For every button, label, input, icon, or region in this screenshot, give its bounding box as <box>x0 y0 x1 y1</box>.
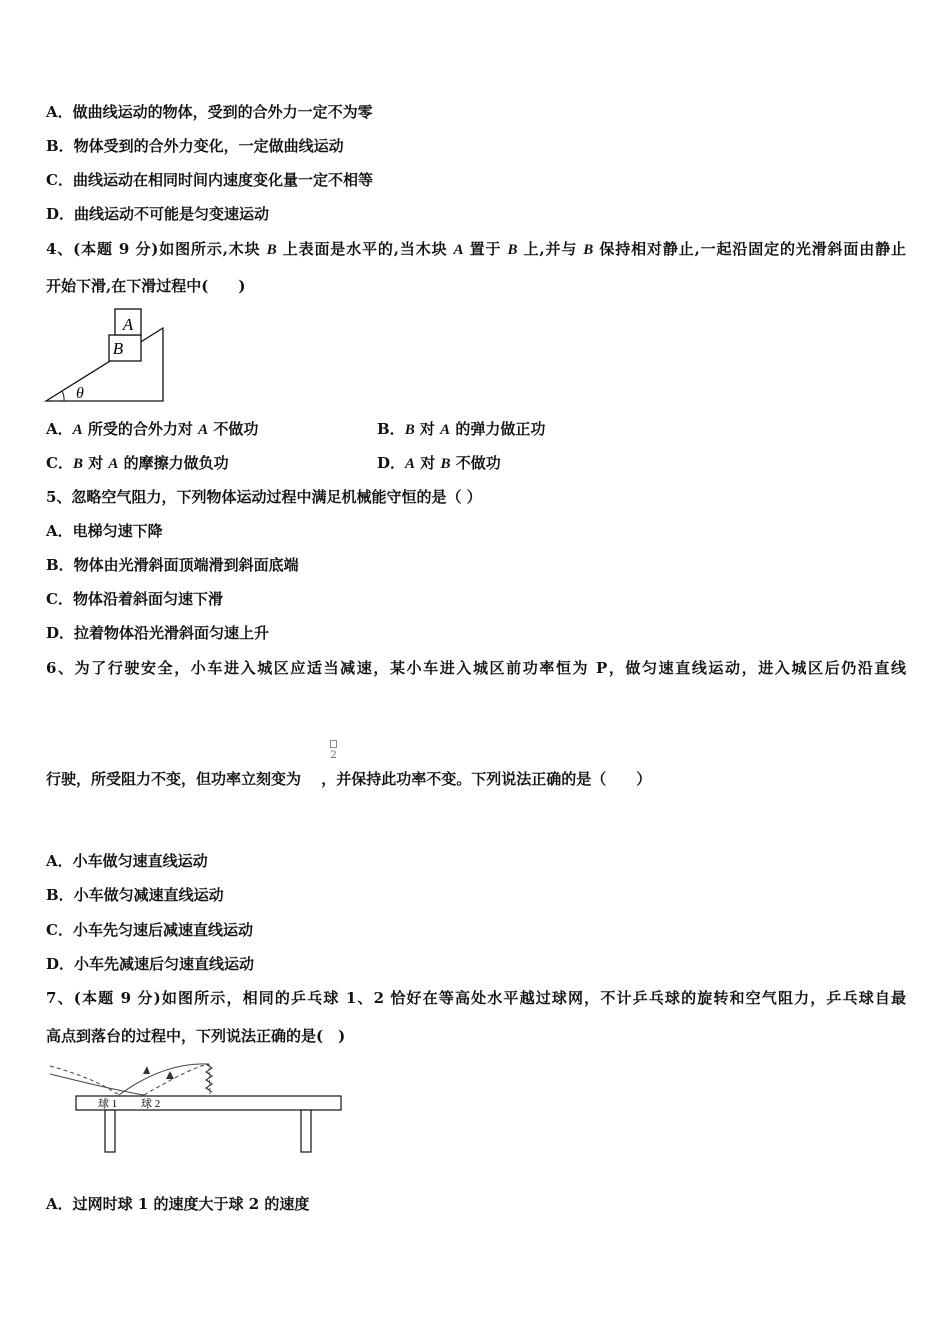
q7-stem-line2: 高点到落台的过程中，下列说法正确的是( ) <box>46 1027 346 1045</box>
q3-option-a: A．做曲线运动的物体，受到的合外力一定不为零 <box>46 103 373 121</box>
angle-arc <box>62 391 64 401</box>
fraction-denominator: 2 <box>330 750 337 761</box>
q5-option-b: B．物体由光滑斜面顶端滑到斜面底端 <box>46 556 299 574</box>
missing-glyph-box <box>330 740 337 748</box>
q7-table-tennis-figure <box>44 1058 346 1154</box>
q5-option-c: C．物体沿着斜面匀速下滑 <box>46 590 223 608</box>
q5-option-a: A．电梯匀速下降 <box>46 522 163 540</box>
q4-incline-figure <box>44 306 168 404</box>
incline-triangle <box>46 328 163 401</box>
q4-stem-line1: 4、(本题 9 分)如图所示,木块 B 上表面是水平的,当木块 A 置于 B 上,并与 B 保持相对静止,一起沿固定的光滑斜面由静止 <box>46 240 906 258</box>
q6-stem-line1: 6、为了行驶安全，小车进入城区应适当减速，某小车进入城区前功率恒为 P，做匀速直线运动，进入城区后仍沿直线 <box>46 659 906 677</box>
q4-option-c: C．B 对 A 的摩擦力做负功 <box>46 454 229 472</box>
label-ball2: 球 2 <box>141 1098 161 1110</box>
label-ball1: 球 1 <box>98 1098 118 1110</box>
trajectory-ball2 <box>144 1064 209 1095</box>
q4-stem-line2: 开始下滑,在下滑过程中( ) <box>46 277 246 295</box>
q3-option-b: B．物体受到的合外力变化，一定做曲线运动 <box>46 137 344 155</box>
q7-option-a: A．过网时球 1 的速度大于球 2 的速度 <box>46 1195 310 1213</box>
q7-stem-line1: 7、(本题 9 分)如图所示，相同的乒乓球 1、2 恰好在等高处水平越过球网，不计乒乓球的旋转和空气阻力，乒乓球自最 <box>46 989 906 1007</box>
q5-option-d: D．拉着物体沿光滑斜面匀速上升 <box>46 624 270 642</box>
arrow-ball1 <box>143 1066 150 1074</box>
q3-option-c: C．曲线运动在相同时间内速度变化量一定不相等 <box>46 171 373 189</box>
q6-option-c: C．小车先匀速后减速直线运动 <box>46 921 253 939</box>
q6-option-a: A．小车做匀速直线运动 <box>46 852 208 870</box>
trajectory-ball2-incoming <box>50 1074 144 1095</box>
table-leg-left <box>105 1110 115 1152</box>
q6-option-d: D．小车先减速后匀速直线运动 <box>46 955 255 973</box>
label-b: B <box>112 339 124 358</box>
q3-option-d: D．曲线运动不可能是匀变速运动 <box>46 205 270 223</box>
q6-option-b: B．小车做匀减速直线运动 <box>46 886 224 904</box>
label-theta: θ <box>76 385 84 402</box>
arrow-ball2 <box>166 1071 174 1079</box>
q6-stem-line2: 行驶，所受阻力不变，但功率立刻变为 ，并保持此功率不变。下列说法正确的是（ ） <box>46 770 652 788</box>
q6-power-fraction <box>330 740 337 761</box>
trajectory-ball1-incoming <box>50 1066 119 1095</box>
q4-option-d: D．A 对 B 不做功 <box>377 454 501 472</box>
q4-option-a: A．A 所受的合外力对 A 不做功 <box>46 420 259 438</box>
label-a: A <box>122 315 134 334</box>
q5-stem: 5、忽略空气阻力，下列物体运动过程中满足机械能守恒的是（ ） <box>46 488 482 506</box>
table-leg-right <box>301 1110 311 1152</box>
q4-option-b: B．B 对 A 的弹力做正功 <box>377 420 546 438</box>
